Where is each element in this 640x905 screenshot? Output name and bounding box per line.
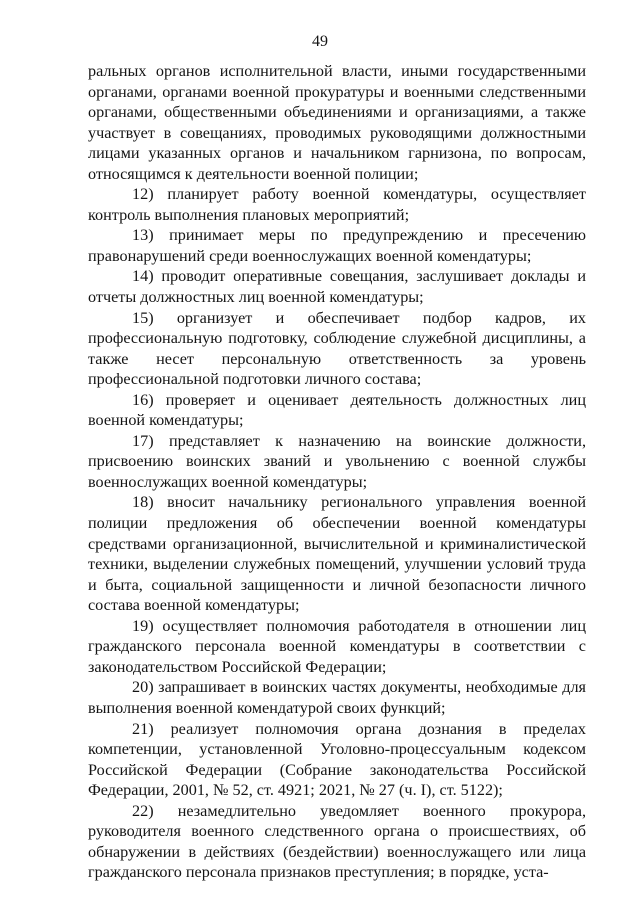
paragraph-item-22: 22) незамедлительно уведомляет военного прокурора, руководителя военного следственного органа о происшествиях, об обнаружении в действиях (бездействии) военнослужащего или лица гражданского персонала признаков преступления; в порядке, уста- xyxy=(88,801,586,882)
paragraph-item-19: 19) осуществляет полномочия работодателя в отношении лиц гражданского персонала военной комендатуры в соответствии с законодательством Российской Федерации; xyxy=(88,616,586,676)
paragraph-item-18: 18) вносит начальнику регионального управления военной полиции предложения об обеспечении военной комендатуры средствами организационной, вычислительной и криминалистической техники, выделении служебных помещений, улучшении условий труда и быта, социальной защищенности и личной безопасности личного состава военной комендатуры; xyxy=(88,493,586,615)
paragraph-item-21: 21) реализует полномочия органа дознания в пределах компетенции, установленной Уголовно-процессуальным кодексом Российской Федерации (Собрание законодательства Российской Федерации, 2001, № 52, ст. 4921; 2021, № 27 (ч. I), ст. 5122); xyxy=(88,719,586,800)
paragraph-item-15: 15) организует и обеспечивает подбор кадров, их профессиональную подготовку, соблюдение служебной дисциплины, а также несет персональную ответственность за уровень профессиональной подготовки личного состава; xyxy=(88,308,586,389)
paragraph-item-17: 17) представляет к назначению на воинские должности, присвоению воинских званий и увольнению с военной службы военнослужащих военной комендатуры; xyxy=(88,431,586,491)
paragraph-item-20: 20) запрашивает в воинских частях документы, необходимые для выполнения военной комендатурой своих функций; xyxy=(88,678,586,717)
paragraph-item-12: 12) планирует работу военной комендатуры, осуществляет контроль выполнения плановых мероприятий; xyxy=(88,185,586,224)
paragraph-item-13: 13) принимает меры по предупреждению и пресечению правонарушений среди военнослужащих военной комендатуры; xyxy=(88,226,586,265)
paragraph-continuation: ральных органов исполнительной власти, иными государственными органами, органами военной прокуратуры и военными следственными органами, общественными объединениями и организациями, а также участвует в совещаниях, проводимых руководящими должностными лицами указанных органов и начальником гарнизона, по вопросам, относящимся к деятельности военной полиции; xyxy=(88,62,586,183)
paragraph-item-14: 14) проводит оперативные совещания, заслушивает доклады и отчеты должностных лиц военной комендатуры; xyxy=(88,267,586,307)
page-number: 49 xyxy=(312,33,328,50)
paragraph-item-16: 16) проверяет и оценивает деятельность должностных лиц военной комендатуры; xyxy=(88,390,586,430)
document-body xyxy=(88,61,586,883)
